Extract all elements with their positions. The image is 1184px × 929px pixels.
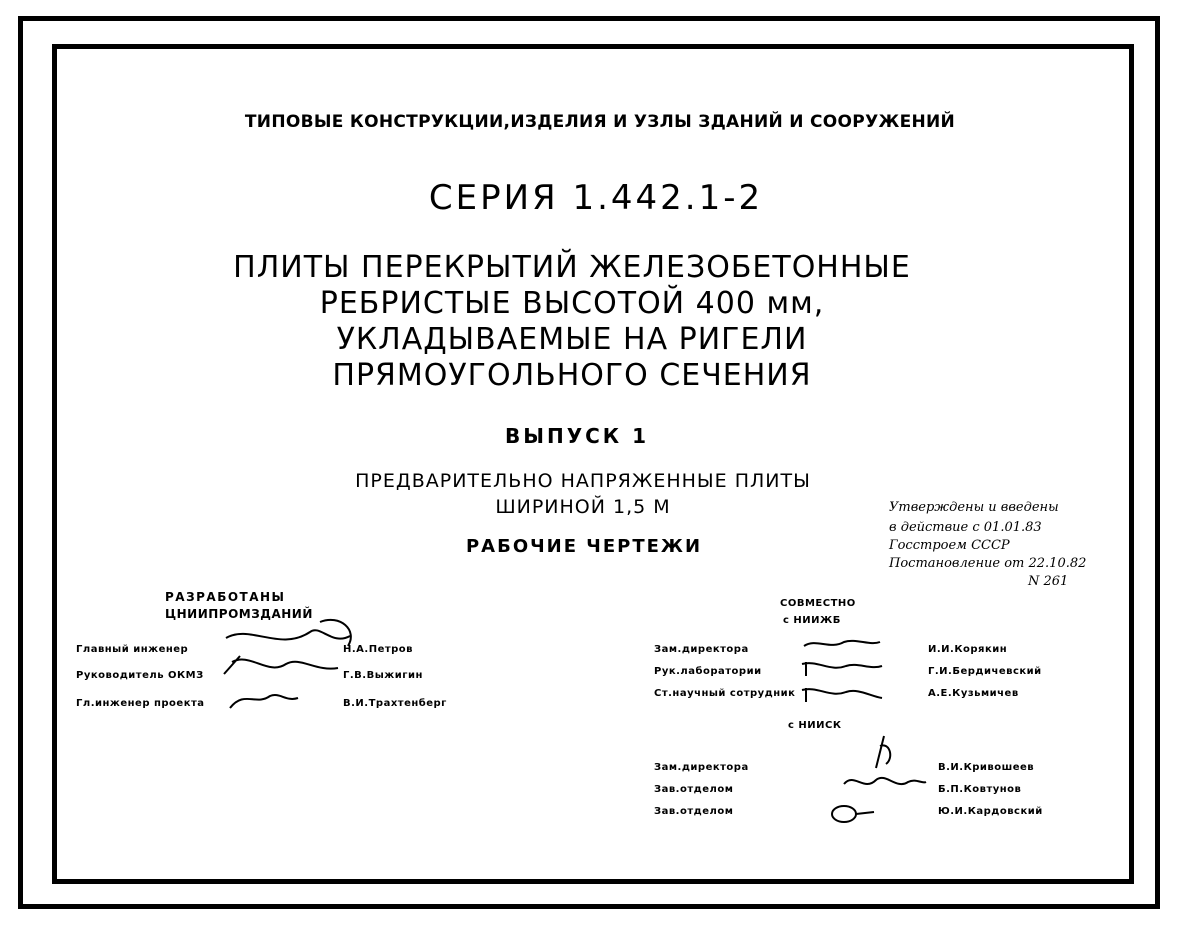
niizhb-name-1: И.И.Корякин xyxy=(928,644,1008,655)
niizhb-signatures xyxy=(800,632,890,712)
niisk-role-3: Зав.отделом xyxy=(654,806,734,817)
developer-signatures xyxy=(220,612,360,722)
title-line-4: ПРЯМОУГОЛЬНОГО СЕЧЕНИЯ xyxy=(332,358,812,393)
niizhb-role-2: Рук.лаборатории xyxy=(654,666,762,677)
niisk-role-1: Зам.директора xyxy=(654,762,749,773)
niisk-role-2: Зав.отделом xyxy=(654,784,734,795)
approval-line-4: Постановление от 22.10.82 xyxy=(889,556,1087,571)
joint-org-niisk: с НИИСК xyxy=(788,720,842,731)
approval-line-5: N 261 xyxy=(1028,574,1069,589)
dev-name-3: В.И.Трахтенберг xyxy=(343,698,447,709)
dev-role-3: Гл.инженер проекта xyxy=(76,698,205,709)
header-top-line: ТИПОВЫЕ КОНСТРУКЦИИ,ИЗДЕЛИЯ И УЗЛЫ ЗДАНИЙ И СООРУЖЕНИЙ xyxy=(244,112,956,132)
issue-label: ВЫПУСК 1 xyxy=(504,424,650,448)
working-drawings-label: РАБОЧИЕ ЧЕРТЕЖИ xyxy=(465,536,703,557)
niizhb-name-2: Г.И.Бердичевский xyxy=(928,666,1042,677)
niizhb-name-3: А.Е.Кузьмичев xyxy=(928,688,1019,699)
niisk-name-2: Б.П.Ковтунов xyxy=(938,784,1022,795)
title-line-3: УКЛАДЫВАЕМЫЕ НА РИГЕЛИ xyxy=(336,322,808,357)
series-title: СЕРИЯ 1.442.1-2 xyxy=(428,178,764,218)
approval-line-3: Госстроем СССР xyxy=(889,538,1010,553)
dev-name-2: Г.В.Выжигин xyxy=(343,670,423,681)
niizhb-role-3: Ст.научный сотрудник xyxy=(654,688,796,699)
niisk-signatures xyxy=(830,732,930,828)
dev-role-1: Главный инженер xyxy=(76,644,189,655)
niizhb-role-1: Зам.директора xyxy=(654,644,749,655)
dev-name-1: Н.А.Петров xyxy=(343,644,414,655)
niisk-name-1: В.И.Кривошеев xyxy=(938,762,1035,773)
joint-org-niizhb: с НИИЖБ xyxy=(783,615,841,626)
title-line-2: РЕБРИСТЫЕ ВЫСОТОЙ 400 мм, xyxy=(319,286,825,321)
approval-line-2: в действие с 01.01.83 xyxy=(889,520,1042,535)
inner-frame xyxy=(52,44,1134,884)
niisk-name-3: Ю.И.Кардовский xyxy=(938,806,1043,817)
title-line-1: ПЛИТЫ ПЕРЕКРЫТИЙ ЖЕЛЕЗОБЕТОННЫЕ xyxy=(233,250,911,285)
subtitle-line-2: ШИРИНОЙ 1,5 М xyxy=(495,496,671,518)
joint-label: СОВМЕСТНО xyxy=(780,598,856,609)
subtitle-line-1: ПРЕДВАРИТЕЛЬНО НАПРЯЖЕННЫЕ ПЛИТЫ xyxy=(355,470,811,492)
developer-heading-2: ЦНИИПРОМЗДАНИЙ xyxy=(165,607,313,621)
approval-line-1: Утверждены и введены xyxy=(889,500,1059,515)
developer-heading-1: РАЗРАБОТАНЫ xyxy=(165,590,286,604)
dev-role-2: Руководитель ОКМЗ xyxy=(76,670,204,681)
